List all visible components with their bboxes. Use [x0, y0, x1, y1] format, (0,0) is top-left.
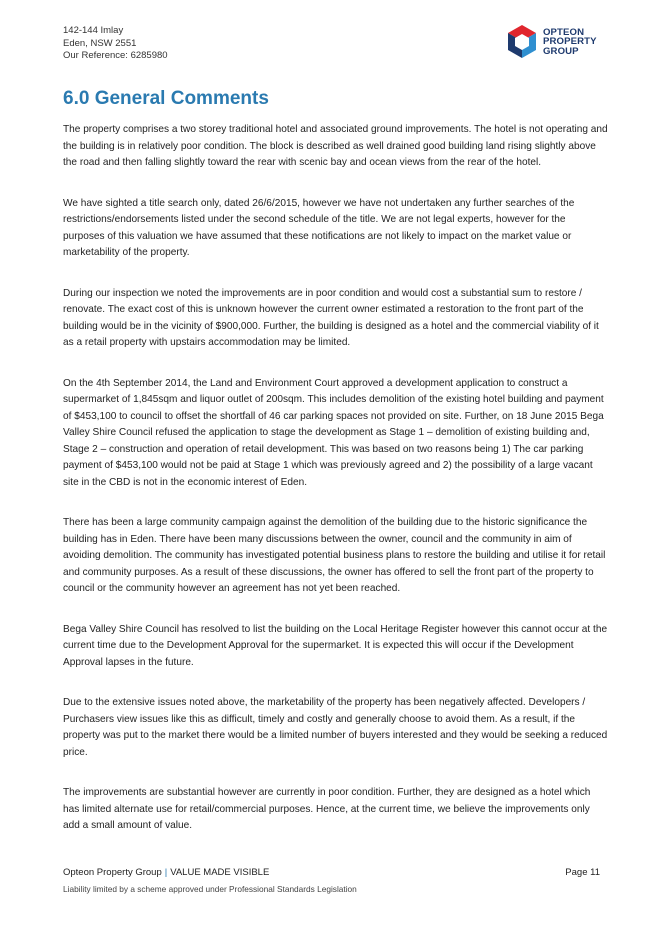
- body-text: [63, 122, 608, 859]
- page-number: Page 11: [565, 867, 600, 878]
- header-address: [63, 25, 168, 63]
- logo-line-1: OPTEON: [543, 26, 585, 38]
- reference-number: Our Reference: 6285980: [63, 50, 168, 61]
- paragraph-improvements: The improvements are substantial however are currently in poor condition. Further, they are designed as a hotel which has limited alternate use for retail/commercial purposes. Hence, at the current time, we believe the improvements only add a small amount of value.: [63, 787, 591, 831]
- paragraph-inspection: During our inspection we noted the improvements are in poor condition and would cost a substantial sum to restore / renovate. The exact cost of this is unknown however the current owner estimated a restoration to the front part of the building would be in the vicinity of $900,000. Further, the building is designed as a hotel and the commercial viability of it as a retail property with upstairs accommodation may be limited.: [63, 287, 599, 348]
- paragraph-marketability: Due to the extensive issues noted above, the marketability of the property has been negatively affected. Developers / Purchasers view issues like this as difficult, timely and costly and generally choose to avoid them. As a result, if the property was put to the market there would be a limited number of buyers interested and they would be seeking a reduced price.: [63, 697, 608, 758]
- opteon-logo: [505, 24, 597, 60]
- opteon-hexagon-icon: [505, 24, 539, 60]
- paragraph-title-search: We have sighted a title search only, dated 26/6/2015, however we have not undertaken any further searches of the restrictions/endorsements listed under the second schedule of the title. We are not legal experts, however for the purposes of this valuation we have assumed that these notifications are not likely to impact on the market value or marketability of the property.: [63, 197, 575, 258]
- paragraph-community-campaign: There has been a large community campaign against the demolition of the building due to the historic significance the building has in Eden. There have been many discussions between the owner, council and the community in aim of avoiding demolition. The community has investigated potential business plans to restore the building and utilise it for retail and community purposes. As a result of these discussions, the owner has offered to sell the front part of the property to council or the community however an agreement has not yet been reached.: [63, 517, 606, 594]
- section-title: 6.0 General Comments: [63, 88, 269, 109]
- footer-brand: [63, 867, 269, 878]
- paragraph-development-application: On the 4th September 2014, the Land and Environment Court approved a development application to construct a supermarket of 1,845sqm and liquor outlet of 200sqm. This includes demolition of the existing hotel building and payment of $453,100 to council to offset the shortfall of 46 car parking spaces not provided on site. Further, on 18 June 2015 Bega Valley Shire Council refused the application to stage the development as Stage 1 – demolition of existing building and, Stage 2 – construction and operation of retail development. This was based on two reasons being 1) The car parking payment of $453,100 would not be paid at Stage 1 which was previously agreed and 2) the possibility of a large vacant site in the CBD is not in the economic interest of Eden.: [63, 377, 604, 488]
- address-line-1: 142-144 Imlay: [63, 25, 124, 36]
- paragraph-heritage-register: Bega Valley Shire Council has resolved to list the building on the Local Heritage Register however this cannot occur at the current time due to the Development Approval for the supermarket. It is expected this will occur if the Development Approval lapses in the future.: [63, 623, 608, 668]
- address-line-2: Eden, NSW 2551: [63, 37, 137, 49]
- footer-company: Opteon Property Group: [63, 867, 162, 878]
- logo-wordmark: [543, 28, 597, 56]
- logo-line-2: PROPERTY: [543, 36, 597, 48]
- footer-separator: |: [164, 867, 168, 878]
- footer-liability: Liability limited by a scheme approved under Professional Standards Legislation: [63, 884, 357, 894]
- logo-line-3: GROUP: [543, 45, 579, 57]
- footer-tagline: VALUE MADE VISIBLE: [170, 867, 270, 878]
- paragraph-property-description: The property comprises a two storey traditional hotel and associated ground improvements. The hotel is not operating and the building is in relatively poor condition. The block is described as well drained good building land rising slightly above the road and then falling slightly toward the rear with scenic bay and ocean views from the rear of the hotel.: [63, 124, 608, 168]
- page-footer: [63, 867, 600, 894]
